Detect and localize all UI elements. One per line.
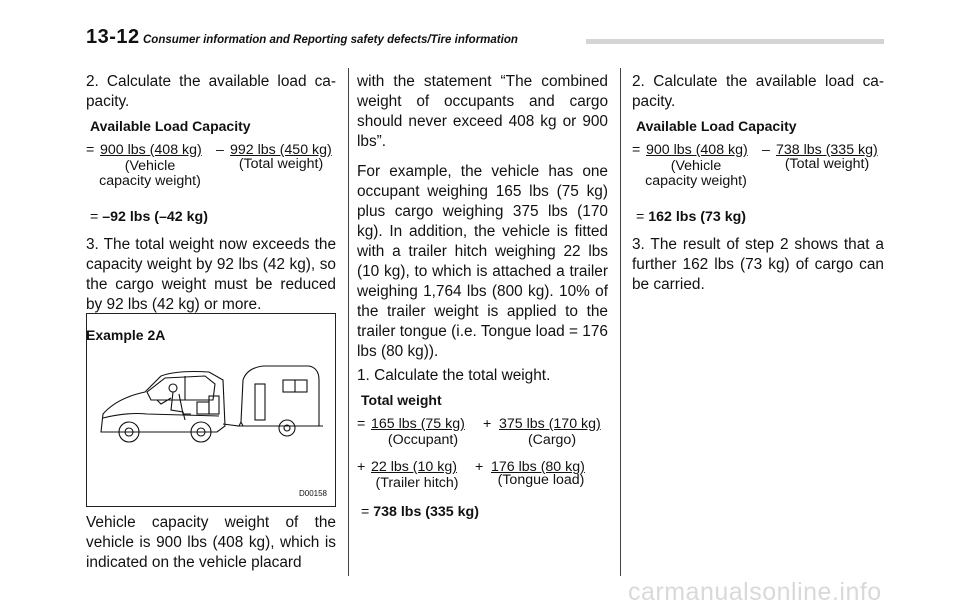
step-3-text: 3. The total weight now exceeds the capacity weight by 92 lbs (42 kg), so the cargo weight must be reduced by 92 lbs (42 kg) or more. — [86, 236, 336, 313]
caption-trailer-hitch: (Trailer hitch) — [375, 475, 459, 491]
eq-term-occupant: 165 lbs (75 kg) — [371, 416, 465, 432]
eq-term-cargo: 375 lbs (170 kg) — [499, 416, 601, 432]
car-towing-trailer-illustration — [87, 314, 335, 506]
eq-prefix: = — [86, 142, 95, 158]
step-3-text: 3. The result of step 2 shows that a further 162 lbs (73 kg) of cargo can be carried. — [632, 236, 884, 293]
result-value: 162 lbs (73 kg) — [648, 209, 747, 225]
eq-term-trailer-hitch: 22 lbs (10 kg) — [371, 459, 457, 475]
figure-car-trailer — [86, 313, 336, 507]
available-load-capacity-heading: Available Load Capacity — [636, 118, 797, 134]
figure-code: D00158 — [298, 489, 327, 498]
vehicle-capacity-text: Vehicle capacity weight of the vehicle is 900 lbs (408 kg), which is indicated on the vehicle placard — [86, 514, 336, 571]
column-1 — [86, 72, 336, 353]
caption-occupant: (Occupant) — [387, 432, 459, 448]
result-prefix: = — [90, 209, 99, 225]
watermark: carmanualsonline.info — [628, 578, 882, 606]
equation-captions — [632, 156, 884, 199]
eq-term-vehicle-capacity: 900 lbs (408 kg) — [646, 142, 748, 158]
result-line — [636, 207, 884, 227]
caption-cargo: (Cargo) — [527, 432, 577, 448]
eq-operator: + — [475, 459, 484, 475]
equation-captions — [86, 156, 336, 199]
equation-captions — [357, 472, 608, 500]
column-divider — [620, 68, 621, 576]
header-rule — [586, 39, 884, 44]
column-3 — [632, 72, 884, 295]
eq-operator: – — [216, 142, 224, 158]
available-load-capacity-heading: Available Load Capacity — [90, 118, 251, 134]
result-prefix: = — [636, 209, 645, 225]
equation-line — [357, 414, 608, 433]
caption-tongue-load: (Tongue load) — [497, 472, 585, 488]
continuation-paragraph: with the statement “The combined weight of occupants and cargo should never exceed 408 kg or 900 lbs”. — [357, 73, 608, 150]
example-heading: Example 2A — [86, 327, 166, 343]
eq-operator: – — [762, 142, 770, 158]
step-2-text: 2. Calculate the available load ca-pacity. — [86, 73, 336, 110]
eq-prefix: = — [632, 142, 641, 158]
total-weight-heading: Total weight — [361, 392, 442, 408]
result-line — [361, 502, 608, 522]
step-2-text: 2. Calculate the available load ca-pacity. — [632, 73, 884, 110]
caption-total-weight: (Total weight) — [784, 156, 870, 172]
column-divider — [348, 68, 349, 576]
eq-prefix: = — [357, 416, 366, 432]
caption-vehicle-capacity: (Vehicle capacity weight) — [645, 158, 747, 189]
eq-prefix: + — [357, 459, 366, 475]
result-line — [90, 207, 336, 227]
example-paragraph: For example, the vehicle has one occupant weighing 165 lbs (75 kg) plus cargo weighing 375 lbs (170 kg). In addition, the vehicle is fitted with a trailer hitch weighing 22 lbs (10 kg), to which is attached a trailer weighing 1,764 lbs (800 kg). 10% of the trailer weight is applied to the trailer tongue (i.e. Tongue load = 176 lbs (80 kg)). — [357, 163, 608, 360]
page-number: 13-12 — [86, 26, 140, 48]
result-value: 738 lbs (335 kg) — [373, 504, 479, 520]
caption-total-weight: (Total weight) — [238, 156, 324, 172]
eq-term-tongue-load: 176 lbs (80 kg) — [491, 459, 585, 475]
eq-term-vehicle-capacity: 900 lbs (408 kg) — [100, 142, 202, 158]
page-header — [86, 26, 884, 52]
result-value: –92 lbs (–42 kg) — [102, 209, 208, 225]
eq-operator: + — [483, 416, 492, 432]
equation-captions — [357, 433, 608, 457]
caption-vehicle-capacity: (Vehicle capacity weight) — [99, 158, 201, 189]
eq-term-total-weight: 738 lbs (335 kg) — [776, 142, 878, 158]
step-1-text: 1. Calculate the total weight. — [357, 367, 551, 384]
eq-term-total-weight: 992 lbs (450 kg) — [230, 142, 332, 158]
column-2 — [357, 72, 608, 530]
section-title: Consumer information and Reporting safety defects/Tire information — [143, 34, 518, 46]
result-prefix: = — [361, 504, 370, 520]
